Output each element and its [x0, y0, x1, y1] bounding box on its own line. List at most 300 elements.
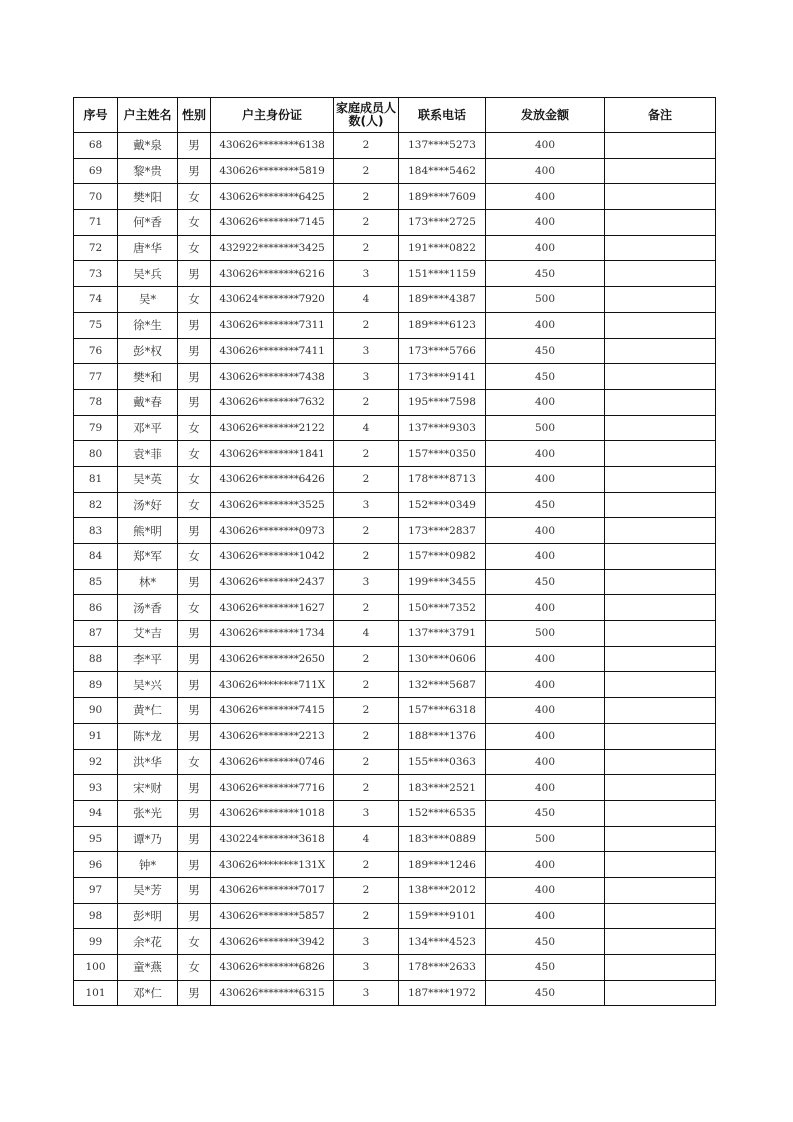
cell-members: 3: [334, 929, 399, 955]
cell-id: 430626********3942: [211, 929, 334, 955]
cell-phone: 178****2633: [399, 955, 486, 981]
cell-id: 430626********5857: [211, 903, 334, 929]
header-id: 户主身份证: [211, 98, 334, 133]
cell-remark: [605, 466, 716, 492]
cell-name: 吴*芳: [118, 877, 178, 903]
cell-no: 93: [74, 775, 118, 801]
cell-name: 吴*兴: [118, 672, 178, 698]
cell-amount: 400: [486, 312, 605, 338]
cell-remark: [605, 800, 716, 826]
cell-name: 彭*明: [118, 903, 178, 929]
cell-remark: [605, 698, 716, 724]
cell-remark: [605, 980, 716, 1006]
cell-phone: 157****0982: [399, 544, 486, 570]
cell-remark: [605, 287, 716, 313]
cell-phone: 195****7598: [399, 389, 486, 415]
cell-remark: [605, 826, 716, 852]
cell-name: 吴*兵: [118, 261, 178, 287]
cell-name: 郑*军: [118, 544, 178, 570]
cell-gender: 男: [178, 698, 211, 724]
cell-phone: 189****7609: [399, 184, 486, 210]
cell-gender: 女: [178, 955, 211, 981]
cell-name: 林*: [118, 569, 178, 595]
cell-gender: 男: [178, 723, 211, 749]
cell-remark: [605, 518, 716, 544]
cell-amount: 450: [486, 261, 605, 287]
cell-members: 2: [334, 133, 399, 159]
cell-no: 94: [74, 800, 118, 826]
cell-remark: [605, 389, 716, 415]
cell-gender: 女: [178, 184, 211, 210]
cell-name: 何*香: [118, 210, 178, 236]
cell-no: 99: [74, 929, 118, 955]
cell-gender: 男: [178, 389, 211, 415]
cell-phone: 191****0822: [399, 235, 486, 261]
cell-no: 87: [74, 621, 118, 647]
cell-amount: 400: [486, 133, 605, 159]
cell-members: 4: [334, 621, 399, 647]
cell-id: 430626********6426: [211, 466, 334, 492]
cell-id: 430626********6315: [211, 980, 334, 1006]
table-row: [74, 364, 716, 390]
cell-gender: 女: [178, 210, 211, 236]
cell-gender: 男: [178, 775, 211, 801]
cell-no: 72: [74, 235, 118, 261]
cell-members: 4: [334, 287, 399, 313]
cell-id: 430626********7716: [211, 775, 334, 801]
cell-members: 3: [334, 261, 399, 287]
cell-id: 430626********1841: [211, 441, 334, 467]
cell-phone: 138****2012: [399, 877, 486, 903]
cell-gender: 女: [178, 595, 211, 621]
cell-members: 2: [334, 595, 399, 621]
cell-phone: 183****2521: [399, 775, 486, 801]
cell-phone: 132****5687: [399, 672, 486, 698]
table-row: [74, 389, 716, 415]
cell-gender: 男: [178, 158, 211, 184]
cell-id: 430626********7411: [211, 338, 334, 364]
cell-remark: [605, 415, 716, 441]
cell-phone: 199****3455: [399, 569, 486, 595]
cell-members: 2: [334, 749, 399, 775]
cell-phone: 173****2725: [399, 210, 486, 236]
cell-amount: 400: [486, 441, 605, 467]
cell-no: 78: [74, 389, 118, 415]
cell-gender: 男: [178, 646, 211, 672]
cell-name: 艾*吉: [118, 621, 178, 647]
cell-amount: 450: [486, 980, 605, 1006]
cell-remark: [605, 646, 716, 672]
cell-phone: 189****1246: [399, 852, 486, 878]
cell-name: 邓*仁: [118, 980, 178, 1006]
cell-no: 91: [74, 723, 118, 749]
cell-phone: 157****0350: [399, 441, 486, 467]
cell-gender: 女: [178, 492, 211, 518]
table-row: [74, 775, 716, 801]
cell-members: 2: [334, 698, 399, 724]
cell-id: 430626********7415: [211, 698, 334, 724]
cell-phone: 183****0889: [399, 826, 486, 852]
cell-remark: [605, 672, 716, 698]
cell-amount: 450: [486, 569, 605, 595]
cell-no: 89: [74, 672, 118, 698]
cell-remark: [605, 775, 716, 801]
cell-phone: 178****8713: [399, 466, 486, 492]
table-row: [74, 287, 716, 313]
cell-amount: 400: [486, 184, 605, 210]
table-row: [74, 158, 716, 184]
header-name: 户主姓名: [118, 98, 178, 133]
cell-amount: 400: [486, 877, 605, 903]
cell-name: 张*光: [118, 800, 178, 826]
cell-members: 2: [334, 518, 399, 544]
cell-remark: [605, 210, 716, 236]
cell-id: 430626********7311: [211, 312, 334, 338]
cell-gender: 男: [178, 621, 211, 647]
cell-id: 430626********0746: [211, 749, 334, 775]
cell-id: 432922********3425: [211, 235, 334, 261]
cell-remark: [605, 621, 716, 647]
cell-gender: 男: [178, 826, 211, 852]
cell-remark: [605, 441, 716, 467]
cell-phone: 173****5766: [399, 338, 486, 364]
cell-members: 2: [334, 184, 399, 210]
cell-id: 430626********2213: [211, 723, 334, 749]
cell-no: 101: [74, 980, 118, 1006]
table-row: [74, 518, 716, 544]
cell-name: 戴*泉: [118, 133, 178, 159]
table-row: [74, 852, 716, 878]
cell-phone: 137****9303: [399, 415, 486, 441]
cell-no: 88: [74, 646, 118, 672]
cell-gender: 男: [178, 312, 211, 338]
cell-remark: [605, 338, 716, 364]
cell-gender: 男: [178, 672, 211, 698]
header-gender: 性别: [178, 98, 211, 133]
cell-gender: 女: [178, 235, 211, 261]
cell-id: 430224********3618: [211, 826, 334, 852]
header-no: 序号: [74, 98, 118, 133]
cell-members: 2: [334, 877, 399, 903]
cell-members: 2: [334, 466, 399, 492]
cell-gender: 男: [178, 338, 211, 364]
cell-remark: [605, 877, 716, 903]
cell-gender: 男: [178, 133, 211, 159]
cell-remark: [605, 312, 716, 338]
cell-remark: [605, 235, 716, 261]
table-row: [74, 929, 716, 955]
cell-no: 79: [74, 415, 118, 441]
cell-members: 2: [334, 544, 399, 570]
cell-amount: 400: [486, 466, 605, 492]
cell-name: 樊*和: [118, 364, 178, 390]
cell-name: 陈*龙: [118, 723, 178, 749]
cell-members: 2: [334, 210, 399, 236]
cell-name: 熊*明: [118, 518, 178, 544]
cell-gender: 女: [178, 415, 211, 441]
cell-name: 汤*好: [118, 492, 178, 518]
cell-gender: 男: [178, 518, 211, 544]
cell-id: 430626********1734: [211, 621, 334, 647]
cell-name: 宋*财: [118, 775, 178, 801]
cell-amount: 450: [486, 800, 605, 826]
cell-id: 430626********1018: [211, 800, 334, 826]
cell-no: 97: [74, 877, 118, 903]
table-row: [74, 903, 716, 929]
cell-phone: 152****0349: [399, 492, 486, 518]
cell-remark: [605, 852, 716, 878]
cell-id: 430624********7920: [211, 287, 334, 313]
cell-gender: 男: [178, 980, 211, 1006]
cell-name: 吴*英: [118, 466, 178, 492]
cell-amount: 400: [486, 158, 605, 184]
table-row: [74, 955, 716, 981]
table-row: [74, 749, 716, 775]
header-phone: 联系电话: [399, 98, 486, 133]
cell-name: 黄*仁: [118, 698, 178, 724]
cell-id: 430626********6138: [211, 133, 334, 159]
cell-gender: 女: [178, 287, 211, 313]
cell-phone: 137****5273: [399, 133, 486, 159]
cell-no: 83: [74, 518, 118, 544]
cell-amount: 400: [486, 235, 605, 261]
table-row: [74, 698, 716, 724]
table-row: [74, 569, 716, 595]
cell-phone: 184****5462: [399, 158, 486, 184]
cell-id: 430626********1042: [211, 544, 334, 570]
cell-id: 430626********2437: [211, 569, 334, 595]
cell-amount: 400: [486, 595, 605, 621]
table-row: [74, 415, 716, 441]
cell-members: 3: [334, 800, 399, 826]
cell-no: 74: [74, 287, 118, 313]
cell-gender: 女: [178, 441, 211, 467]
cell-members: 2: [334, 775, 399, 801]
cell-name: 汤*香: [118, 595, 178, 621]
cell-no: 95: [74, 826, 118, 852]
cell-gender: 男: [178, 800, 211, 826]
table-row: [74, 261, 716, 287]
cell-amount: 400: [486, 210, 605, 236]
cell-name: 洪*华: [118, 749, 178, 775]
cell-no: 100: [74, 955, 118, 981]
cell-phone: 189****6123: [399, 312, 486, 338]
cell-id: 430626********2650: [211, 646, 334, 672]
cell-no: 98: [74, 903, 118, 929]
cell-name: 谭*乃: [118, 826, 178, 852]
cell-name: 黎*贵: [118, 158, 178, 184]
table-row: [74, 877, 716, 903]
cell-no: 68: [74, 133, 118, 159]
cell-members: 2: [334, 723, 399, 749]
cell-no: 82: [74, 492, 118, 518]
cell-name: 童*燕: [118, 955, 178, 981]
cell-no: 84: [74, 544, 118, 570]
cell-members: 2: [334, 235, 399, 261]
cell-name: 樊*阳: [118, 184, 178, 210]
cell-members: 3: [334, 569, 399, 595]
cell-id: 430626********6425: [211, 184, 334, 210]
cell-id: 430626********7438: [211, 364, 334, 390]
cell-amount: 500: [486, 621, 605, 647]
table-row: [74, 133, 716, 159]
cell-no: 80: [74, 441, 118, 467]
cell-members: 2: [334, 158, 399, 184]
cell-id: 430626********6826: [211, 955, 334, 981]
cell-no: 92: [74, 749, 118, 775]
cell-id: 430626********7017: [211, 877, 334, 903]
table-row: [74, 595, 716, 621]
cell-remark: [605, 158, 716, 184]
cell-amount: 400: [486, 903, 605, 929]
cell-phone: 173****9141: [399, 364, 486, 390]
cell-gender: 女: [178, 466, 211, 492]
cell-phone: 187****1972: [399, 980, 486, 1006]
cell-no: 70: [74, 184, 118, 210]
cell-members: 2: [334, 852, 399, 878]
header-remark: 备注: [605, 98, 716, 133]
cell-amount: 400: [486, 775, 605, 801]
cell-gender: 男: [178, 877, 211, 903]
cell-amount: 500: [486, 826, 605, 852]
cell-no: 77: [74, 364, 118, 390]
cell-no: 75: [74, 312, 118, 338]
table-row: [74, 441, 716, 467]
cell-no: 96: [74, 852, 118, 878]
cell-id: 430626********711X: [211, 672, 334, 698]
cell-members: 2: [334, 646, 399, 672]
cell-phone: 189****4387: [399, 287, 486, 313]
cell-members: 2: [334, 672, 399, 698]
cell-amount: 400: [486, 672, 605, 698]
cell-name: 吴*: [118, 287, 178, 313]
cell-amount: 400: [486, 646, 605, 672]
cell-members: 3: [334, 338, 399, 364]
cell-gender: 男: [178, 569, 211, 595]
cell-remark: [605, 544, 716, 570]
cell-gender: 男: [178, 852, 211, 878]
cell-id: 430626********131X: [211, 852, 334, 878]
cell-remark: [605, 749, 716, 775]
cell-id: 430626********6216: [211, 261, 334, 287]
cell-amount: 400: [486, 698, 605, 724]
cell-phone: 159****9101: [399, 903, 486, 929]
cell-no: 81: [74, 466, 118, 492]
cell-remark: [605, 955, 716, 981]
table-row: [74, 492, 716, 518]
cell-name: 邓*平: [118, 415, 178, 441]
cell-id: 430626********5819: [211, 158, 334, 184]
cell-members: 2: [334, 441, 399, 467]
cell-amount: 400: [486, 852, 605, 878]
cell-name: 李*平: [118, 646, 178, 672]
household-subsidy-table: [73, 97, 716, 1006]
cell-remark: [605, 723, 716, 749]
table-row: [74, 800, 716, 826]
cell-members: 4: [334, 415, 399, 441]
cell-name: 袁*菲: [118, 441, 178, 467]
cell-members: 3: [334, 492, 399, 518]
cell-name: 彭*权: [118, 338, 178, 364]
cell-phone: 137****3791: [399, 621, 486, 647]
cell-no: 86: [74, 595, 118, 621]
cell-remark: [605, 903, 716, 929]
cell-members: 3: [334, 955, 399, 981]
table-row: [74, 466, 716, 492]
header-amount: 发放金额: [486, 98, 605, 133]
cell-name: 余*花: [118, 929, 178, 955]
cell-remark: [605, 261, 716, 287]
table-row: [74, 312, 716, 338]
cell-phone: 152****6535: [399, 800, 486, 826]
cell-phone: 173****2837: [399, 518, 486, 544]
table-row: [74, 210, 716, 236]
cell-no: 71: [74, 210, 118, 236]
cell-amount: 450: [486, 492, 605, 518]
cell-remark: [605, 929, 716, 955]
cell-no: 90: [74, 698, 118, 724]
cell-name: 唐*华: [118, 235, 178, 261]
cell-name: 钟*: [118, 852, 178, 878]
table-row: [74, 826, 716, 852]
cell-phone: 157****6318: [399, 698, 486, 724]
cell-amount: 450: [486, 364, 605, 390]
cell-amount: 500: [486, 415, 605, 441]
cell-phone: 188****1376: [399, 723, 486, 749]
cell-remark: [605, 133, 716, 159]
cell-amount: 450: [486, 955, 605, 981]
table-row: [74, 621, 716, 647]
cell-gender: 女: [178, 929, 211, 955]
cell-members: 2: [334, 903, 399, 929]
table-row: [74, 672, 716, 698]
cell-members: 4: [334, 826, 399, 852]
cell-remark: [605, 492, 716, 518]
cell-id: 430626********3525: [211, 492, 334, 518]
cell-amount: 450: [486, 929, 605, 955]
cell-amount: 400: [486, 518, 605, 544]
cell-name: 徐*生: [118, 312, 178, 338]
cell-id: 430626********7632: [211, 389, 334, 415]
cell-amount: 400: [486, 749, 605, 775]
cell-amount: 400: [486, 723, 605, 749]
header-members: 家庭成员人数(人): [334, 98, 399, 133]
cell-id: 430626********2122: [211, 415, 334, 441]
cell-remark: [605, 569, 716, 595]
cell-gender: 男: [178, 364, 211, 390]
cell-members: 3: [334, 980, 399, 1006]
cell-gender: 男: [178, 261, 211, 287]
cell-id: 430626********7145: [211, 210, 334, 236]
cell-no: 85: [74, 569, 118, 595]
cell-no: 76: [74, 338, 118, 364]
table-row: [74, 646, 716, 672]
cell-remark: [605, 364, 716, 390]
cell-gender: 女: [178, 749, 211, 775]
cell-members: 2: [334, 312, 399, 338]
cell-amount: 500: [486, 287, 605, 313]
cell-no: 69: [74, 158, 118, 184]
table-row: [74, 338, 716, 364]
table-row: [74, 184, 716, 210]
header-row: [74, 98, 716, 133]
cell-gender: 女: [178, 544, 211, 570]
cell-amount: 450: [486, 338, 605, 364]
cell-members: 2: [334, 389, 399, 415]
cell-no: 73: [74, 261, 118, 287]
cell-phone: 155****0363: [399, 749, 486, 775]
cell-remark: [605, 184, 716, 210]
